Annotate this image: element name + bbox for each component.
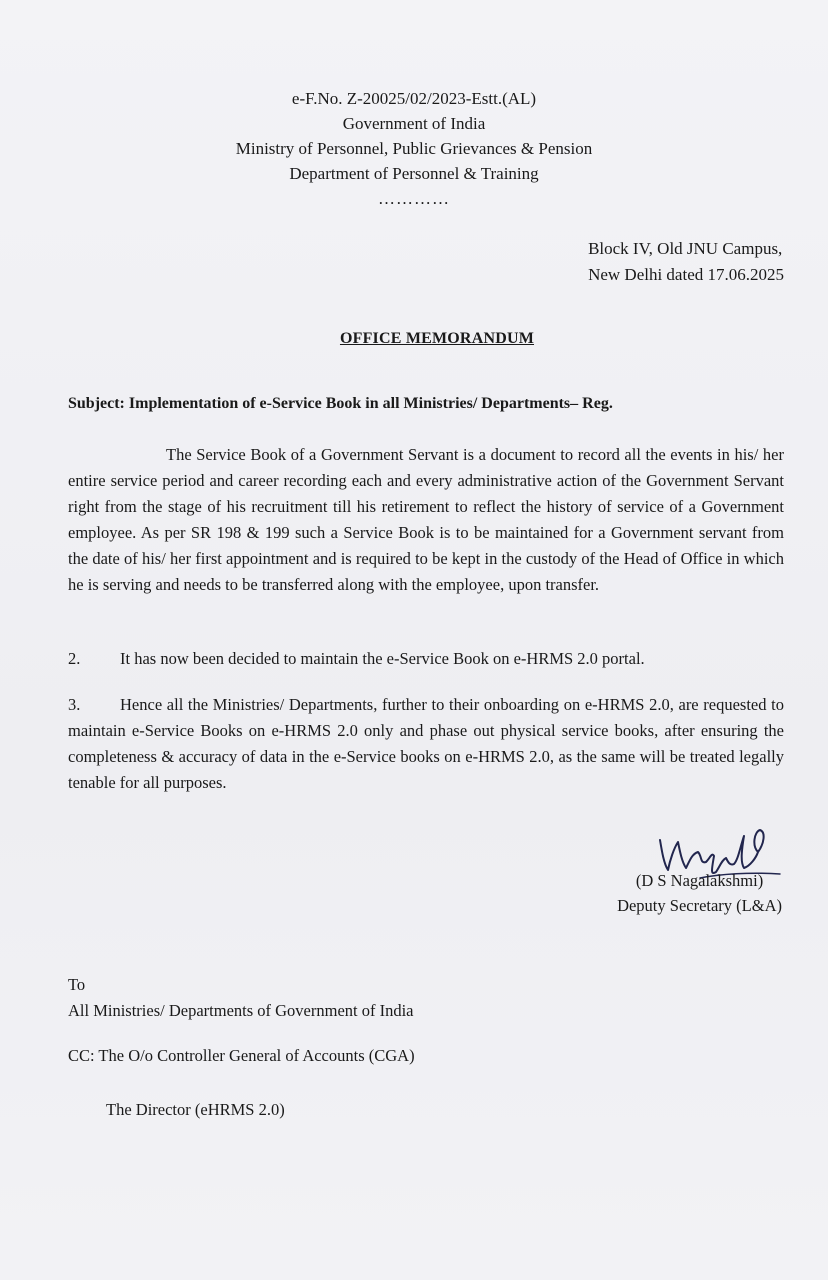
memo-title: OFFICE MEMORANDUM xyxy=(339,330,535,347)
to-label: To xyxy=(68,975,86,994)
paragraph-2-number: 2. xyxy=(68,649,81,668)
recipients-block xyxy=(68,972,414,1024)
paragraph-3-number: 3. xyxy=(68,695,81,714)
paragraph-3-text: Hence all the Ministries/ Departments, further to their onboarding on e-HRMS 2.0, are requested to maintain e-Service Books on e-HRMS 2.0 only and phase out physical service books, after ensuring the completeness & accuracy of data in the e-Service books on e-HRMS 2.0, as the same will be treated legally tenable for all purposes. xyxy=(68,695,784,792)
letterhead xyxy=(0,86,828,211)
signatory-block xyxy=(617,868,782,918)
signatory-designation: Deputy Secretary (L&A) xyxy=(617,896,782,915)
paragraph-1: The Service Book of a Government Servant is a document to record all the events in his/ her entire service period and career recording each and every administrative action of the Government Servant right from the stage of his recruitment till his retirement to reflect the history of service of a Government employee. As per SR 198 & 199 such a Service Book is to be maintained for a Government servant from the date of his/ her first appointment and is required to be kept in the custody of the Head of Office in which he is serving and needs to be transferred along with the employee, upon transfer. xyxy=(68,445,784,594)
file-number: e-F.No. Z-20025/02/2023-Estt.(AL) xyxy=(291,89,537,108)
ministry-name: Ministry of Personnel, Public Grievances & Pension xyxy=(235,139,593,158)
signatory-name: (D S Nagalakshmi) xyxy=(635,871,764,890)
to-recipients: All Ministries/ Departments of Government of India xyxy=(68,1001,414,1020)
paragraph-2-text: It has now been decided to maintain the e-Service Book on e-HRMS 2.0 portal. xyxy=(120,649,645,668)
paragraph-3 xyxy=(68,692,784,796)
subject-line: Subject: Implementation of e-Service Book in all Ministries/ Departments– Reg. xyxy=(68,395,613,412)
address-block xyxy=(588,236,784,288)
cc-line: CC: The O/o Controller General of Accounts (CGA) xyxy=(68,1046,415,1065)
address-date-line: New Delhi dated 17.06.2025 xyxy=(588,265,784,284)
government-name: Government of India xyxy=(342,114,486,133)
separator-dots: ………… xyxy=(378,189,450,208)
department-name: Department of Personnel & Training xyxy=(289,164,539,183)
paragraph-2 xyxy=(68,646,784,672)
address-line-1: Block IV, Old JNU Campus, xyxy=(588,239,783,258)
cc-line-2: The Director (eHRMS 2.0) xyxy=(106,1100,285,1119)
